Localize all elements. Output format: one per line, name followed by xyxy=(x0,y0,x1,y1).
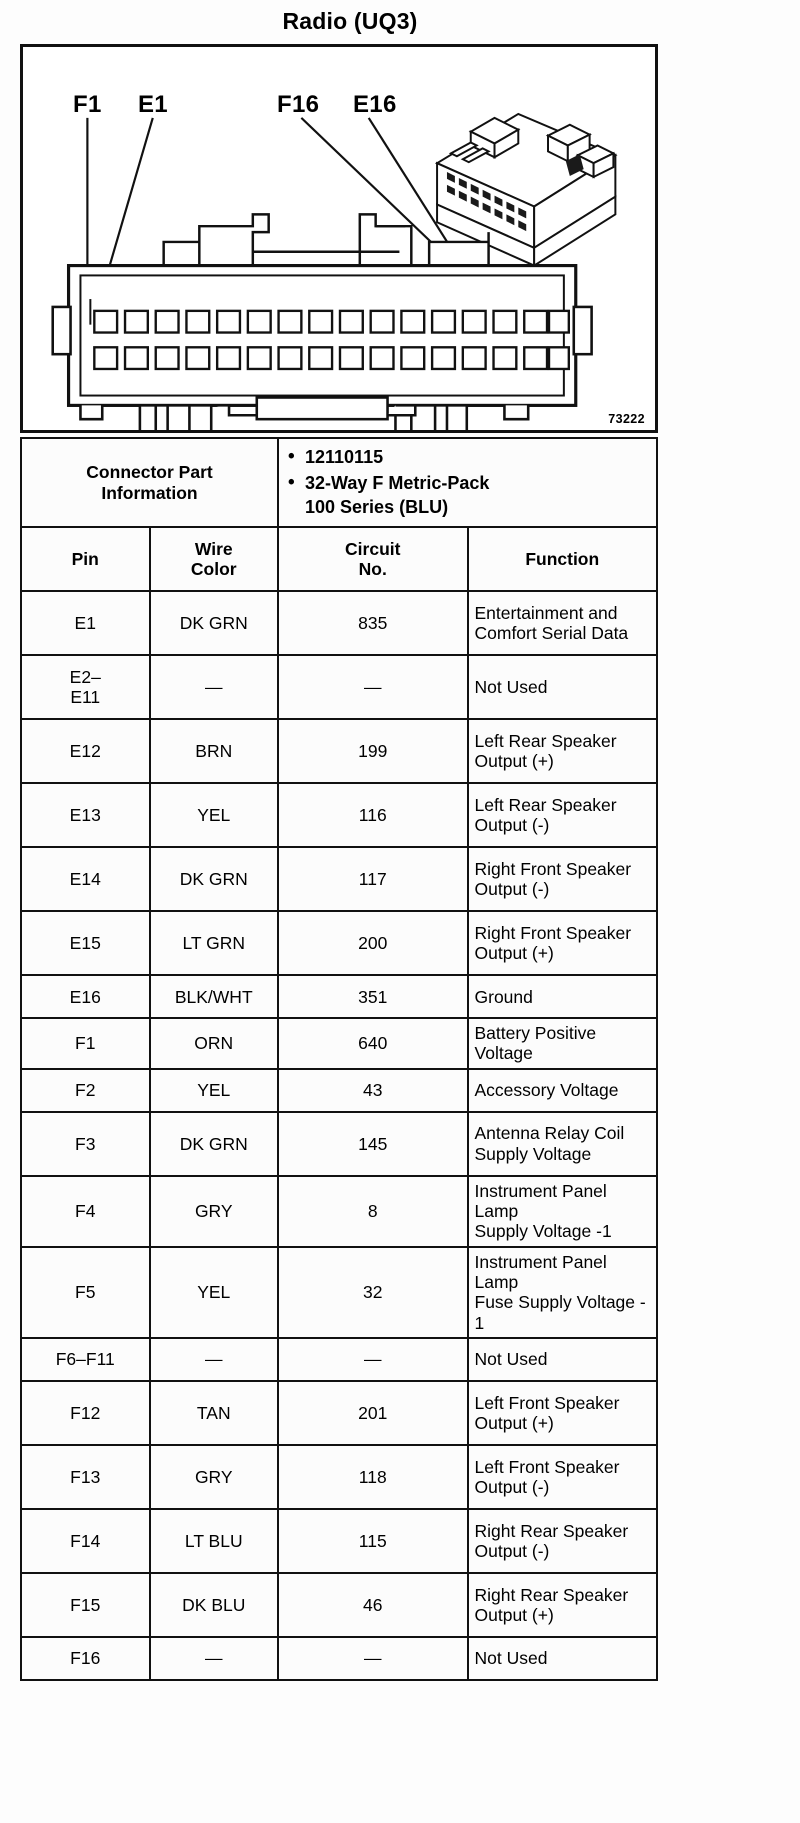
function-line1: Instrument Panel Lamp xyxy=(474,1251,607,1292)
table-row xyxy=(21,1112,657,1176)
cell-circuit-no: 351 xyxy=(278,975,468,1018)
function-line1: Left Front Speaker xyxy=(474,1456,620,1477)
cell-function xyxy=(468,591,658,655)
cell-pin: F1 xyxy=(21,1018,150,1069)
cell-circuit-no: 116 xyxy=(278,783,468,847)
cell-circuit-no: 117 xyxy=(278,847,468,911)
function-line1: Left Rear Speaker xyxy=(474,794,617,815)
function-line1: Antenna Relay Coil xyxy=(474,1123,625,1144)
cell-wire-color: DK GRN xyxy=(150,1112,279,1176)
cell-function xyxy=(468,719,658,783)
cell-wire-color: LT GRN xyxy=(150,911,279,975)
function-line1: Right Front Speaker xyxy=(474,858,632,879)
cell-pin: F15 xyxy=(21,1573,150,1637)
function-line2: Output (-) xyxy=(474,1476,550,1497)
cell-circuit-no: 8 xyxy=(278,1176,468,1247)
callout-label-e1: E1 xyxy=(138,91,168,118)
figure-number: 73222 xyxy=(608,412,645,426)
cell-wire-color: ORN xyxy=(150,1018,279,1069)
function-line1: Entertainment and xyxy=(474,602,618,623)
cell-circuit-no: 115 xyxy=(278,1509,468,1573)
connector-drawing xyxy=(23,47,655,430)
cell-function xyxy=(468,1112,658,1176)
function-line2: Supply Voltage xyxy=(474,1143,592,1164)
cell-circuit-no: 43 xyxy=(278,1069,468,1112)
cell-pin: E14 xyxy=(21,847,150,911)
function-line2: Output (-) xyxy=(474,879,550,900)
pin-line1: E2– xyxy=(69,666,101,687)
table-row xyxy=(21,1445,657,1509)
cpi-item2-line1: 32-Way F Metric-Pack xyxy=(305,473,490,494)
cell-pin: E16 xyxy=(21,975,150,1018)
function-line2: Output (+) xyxy=(474,751,554,772)
cell-pin: F4 xyxy=(21,1176,150,1247)
cpi-label-line1: Connector Part xyxy=(86,462,213,483)
callout-label-f16: F16 xyxy=(277,91,320,118)
connector-part-information-label xyxy=(21,438,278,527)
table-row xyxy=(21,1509,657,1573)
connector-part-information-row xyxy=(21,438,657,527)
cell-wire-color: — xyxy=(150,655,279,719)
cell-function xyxy=(468,1509,658,1573)
cell-wire-color: BLK/WHT xyxy=(150,975,279,1018)
function-line2: Output (-) xyxy=(474,815,550,836)
header-pin: Pin xyxy=(21,527,150,591)
pin-assignment-table xyxy=(20,437,658,1681)
function-line2: Output (+) xyxy=(474,1604,554,1625)
table-row xyxy=(21,911,657,975)
cell-wire-color: DK GRN xyxy=(150,847,279,911)
cell-circuit-no: — xyxy=(278,1637,468,1680)
cell-function xyxy=(468,1247,658,1338)
cell-wire-color: — xyxy=(150,1338,279,1381)
cell-function: Not Used xyxy=(468,655,658,719)
cell-wire-color: BRN xyxy=(150,719,279,783)
cell-circuit-no: 201 xyxy=(278,1381,468,1445)
table-row xyxy=(21,655,657,719)
cell-function: Not Used xyxy=(468,1338,658,1381)
cell-circuit-no: 118 xyxy=(278,1445,468,1509)
table-row xyxy=(21,1176,657,1247)
cell-circuit-no: 32 xyxy=(278,1247,468,1338)
cell-circuit-no: 640 xyxy=(278,1018,468,1069)
cell-pin xyxy=(21,655,150,719)
header-wire-line2: Color xyxy=(190,559,237,580)
connector-part-information-values xyxy=(278,438,657,527)
cell-wire-color: YEL xyxy=(150,1247,279,1338)
header-wire-color xyxy=(150,527,279,591)
header-circuit-line1: Circuit xyxy=(345,538,401,559)
table-row xyxy=(21,719,657,783)
cell-pin: F16 xyxy=(21,1637,150,1680)
function-line1: Right Rear Speaker xyxy=(474,1520,629,1541)
callout-label-e16: E16 xyxy=(353,91,397,118)
function-line2: Output (+) xyxy=(474,943,554,964)
cell-pin: F3 xyxy=(21,1112,150,1176)
cell-pin: F5 xyxy=(21,1247,150,1338)
cell-wire-color: — xyxy=(150,1637,279,1680)
table-row xyxy=(21,1381,657,1445)
table-row xyxy=(21,1069,657,1112)
cpi-label-line2: Information xyxy=(101,482,198,503)
cell-circuit-no: 145 xyxy=(278,1112,468,1176)
cell-function xyxy=(468,783,658,847)
cell-pin: F6–F11 xyxy=(21,1338,150,1381)
cell-circuit-no: 835 xyxy=(278,591,468,655)
cell-function xyxy=(468,1176,658,1247)
function-line2: Output (-) xyxy=(474,1540,550,1561)
cell-function: Not Used xyxy=(468,1637,658,1680)
cell-wire-color: YEL xyxy=(150,1069,279,1112)
header-function: Function xyxy=(468,527,658,591)
cell-pin: E12 xyxy=(21,719,150,783)
cell-pin: F2 xyxy=(21,1069,150,1112)
cell-circuit-no: 200 xyxy=(278,911,468,975)
function-line2: Supply Voltage -1 xyxy=(474,1221,612,1242)
table-row xyxy=(21,591,657,655)
cell-wire-color: GRY xyxy=(150,1445,279,1509)
cell-wire-color: TAN xyxy=(150,1381,279,1445)
function-line1: Right Rear Speaker xyxy=(474,1584,629,1605)
cell-wire-color: DK GRN xyxy=(150,591,279,655)
table-header-row xyxy=(21,527,657,591)
function-line2: Fuse Supply Voltage - 1 xyxy=(474,1292,646,1333)
table-row xyxy=(21,1247,657,1338)
callout-label-f1: F1 xyxy=(73,91,102,118)
function-line1: Left Rear Speaker xyxy=(474,730,617,751)
cell-function: Battery Positive Voltage xyxy=(468,1018,658,1069)
cell-function xyxy=(468,1573,658,1637)
table-row xyxy=(21,1573,657,1637)
cpi-item-part-number: • 12110115 xyxy=(305,446,650,469)
function-line1: Right Front Speaker xyxy=(474,922,632,943)
header-circuit-no xyxy=(278,527,468,591)
table-row xyxy=(21,1637,657,1680)
table-row xyxy=(21,847,657,911)
function-line2: Output (+) xyxy=(474,1412,554,1433)
function-line2: Comfort Serial Data xyxy=(474,623,629,644)
cpi-item-connector-type xyxy=(305,472,650,519)
cell-function xyxy=(468,1381,658,1445)
cell-function xyxy=(468,1445,658,1509)
cell-pin: E15 xyxy=(21,911,150,975)
cell-function: Accessory Voltage xyxy=(468,1069,658,1112)
cpi-item2-line2: 100 Series (BLU) xyxy=(305,496,449,517)
cell-pin: E1 xyxy=(21,591,150,655)
cell-function: Ground xyxy=(468,975,658,1018)
table-row xyxy=(21,975,657,1018)
page-title: Radio (UQ3) xyxy=(282,8,418,34)
table-row xyxy=(21,783,657,847)
cell-function xyxy=(468,911,658,975)
cell-pin: E13 xyxy=(21,783,150,847)
header-wire-line1: Wire xyxy=(194,538,233,559)
cell-circuit-no: — xyxy=(278,655,468,719)
cell-pin: F13 xyxy=(21,1445,150,1509)
cell-pin: F14 xyxy=(21,1509,150,1573)
cell-wire-color: DK BLU xyxy=(150,1573,279,1637)
cell-wire-color: LT BLU xyxy=(150,1509,279,1573)
pin-line2: E11 xyxy=(70,687,101,708)
function-line1: Left Front Speaker xyxy=(474,1392,620,1413)
cell-wire-color: YEL xyxy=(150,783,279,847)
cell-pin: F12 xyxy=(21,1381,150,1445)
function-line1: Instrument Panel Lamp xyxy=(474,1180,607,1222)
table-row xyxy=(21,1018,657,1069)
header-circuit-line2: No. xyxy=(358,559,387,580)
cell-circuit-no: 199 xyxy=(278,719,468,783)
cell-circuit-no: — xyxy=(278,1338,468,1381)
cell-function xyxy=(468,847,658,911)
table-row xyxy=(21,1338,657,1381)
cell-circuit-no: 46 xyxy=(278,1573,468,1637)
connector-figure xyxy=(20,44,658,433)
cell-wire-color: GRY xyxy=(150,1176,279,1247)
